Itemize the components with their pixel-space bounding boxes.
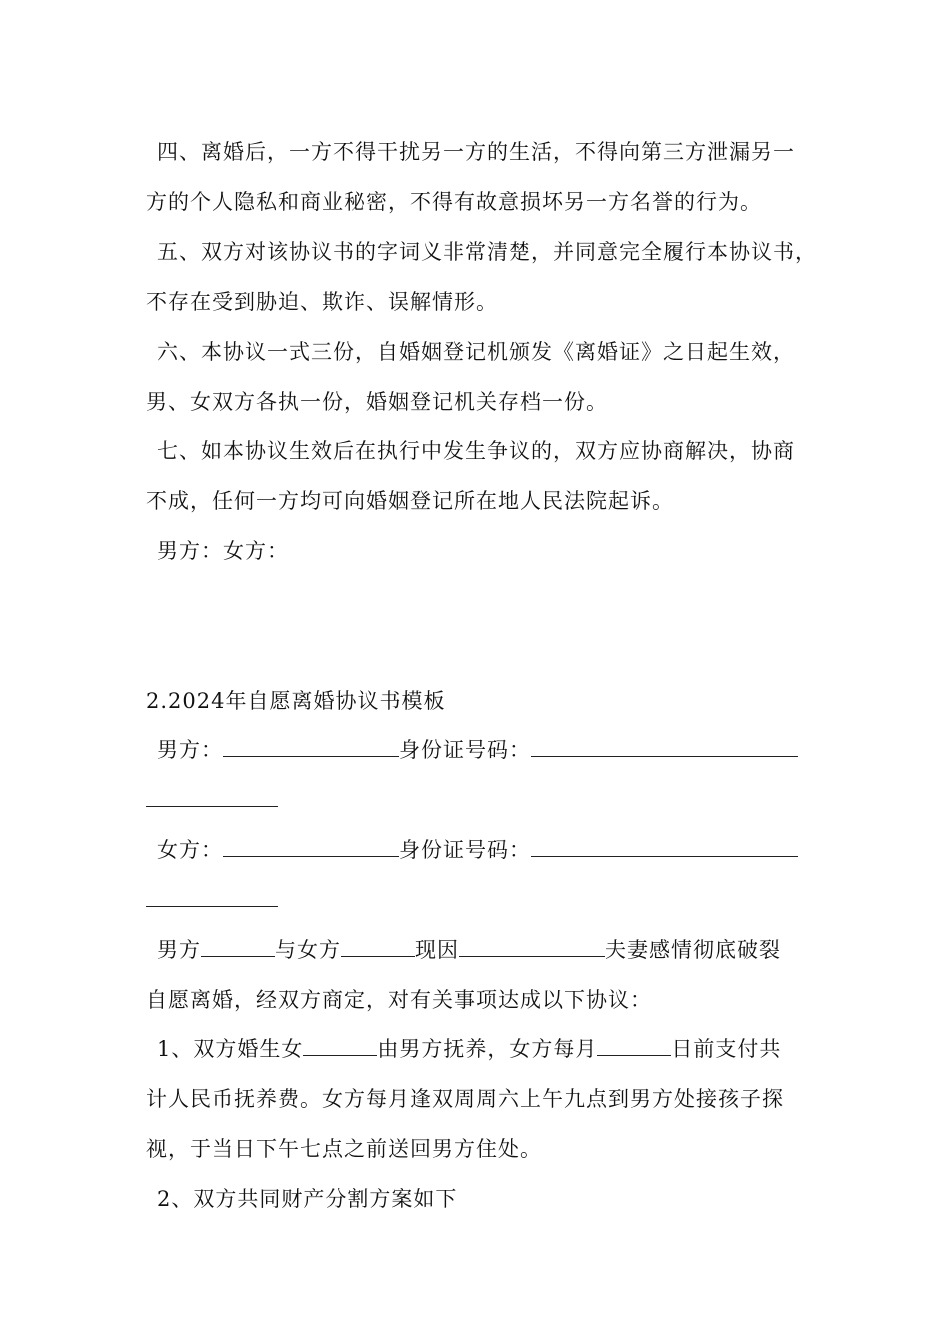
female-label: 女方：	[157, 838, 223, 862]
payment-day-blank[interactable]	[597, 1037, 671, 1056]
male-id-blank[interactable]	[531, 738, 798, 757]
clause-5-line-1: 五、双方对该协议书的字词义非常清楚，并同意完全履行本协议书，	[157, 240, 817, 264]
item-1-line-3: 视，于当日下午七点之前送回男方住处。	[146, 1137, 542, 1161]
item-2-line-1: 2、双方共同财产分割方案如下	[157, 1187, 458, 1211]
clause-7-line-1: 七、如本协议生效后在执行中发生争议的，双方应协商解决，协商	[157, 439, 795, 463]
male-id-blank-2[interactable]	[146, 788, 278, 807]
daughter-name-blank[interactable]	[303, 1037, 377, 1056]
item-1-tail: 日前支付共	[671, 1037, 782, 1061]
intro-male-blank[interactable]	[201, 938, 275, 957]
intro-reason-blank[interactable]	[459, 938, 605, 957]
item-1-pre: 1、双方婚生女	[157, 1037, 304, 1061]
intro-with-female: 与女方	[275, 938, 341, 962]
female-info-line	[157, 835, 798, 865]
item-1-line-1	[157, 1034, 781, 1064]
female-id-blank-2[interactable]	[146, 888, 278, 907]
female-id-continuation	[146, 885, 278, 915]
clause-5-line-2: 不存在受到胁迫、欺诈、误解情形。	[146, 290, 498, 314]
id-label: 身份证号码：	[399, 738, 531, 762]
intro-line-2: 自愿离婚，经双方商定，对有关事项达成以下协议：	[146, 988, 652, 1012]
male-id-continuation	[146, 785, 278, 815]
female-name-blank[interactable]	[223, 838, 399, 857]
clause-6-line-2: 男、女双方各执一份，婚姻登记机关存档一份。	[146, 390, 608, 414]
signature-line: 男方：女方：	[157, 539, 289, 563]
male-label: 男方：	[157, 738, 223, 762]
clause-4-line-1: 四、离婚后，一方不得干扰另一方的生活，不得向第三方泄漏另一	[157, 140, 795, 164]
clause-7-line-2: 不成，任何一方均可向婚姻登记所在地人民法院起诉。	[146, 489, 674, 513]
intro-tail: 夫妻感情彻底破裂	[605, 938, 781, 962]
clause-6-line-1: 六、本协议一式三份，自婚姻登记机颁发《离婚证》之日起生效，	[157, 340, 795, 364]
female-id-blank[interactable]	[531, 838, 798, 857]
intro-male: 男方	[157, 938, 201, 962]
section-title: 2.2024年自愿离婚协议书模板	[146, 689, 446, 713]
intro-now-because: 现因	[415, 938, 459, 962]
male-info-line	[157, 735, 798, 765]
clause-4-line-2: 方的个人隐私和商业秘密，不得有故意损坏另一方名誉的行为。	[146, 190, 762, 214]
intro-female-blank[interactable]	[341, 938, 415, 957]
item-1-mid: 由男方抚养，女方每月	[377, 1037, 598, 1061]
intro-line-1	[157, 935, 781, 965]
id-label: 身份证号码：	[399, 838, 531, 862]
item-1-line-2: 计人民币抚养费。女方每月逢双周周六上午九点到男方处接孩子探	[146, 1087, 784, 1111]
male-name-blank[interactable]	[223, 738, 399, 757]
